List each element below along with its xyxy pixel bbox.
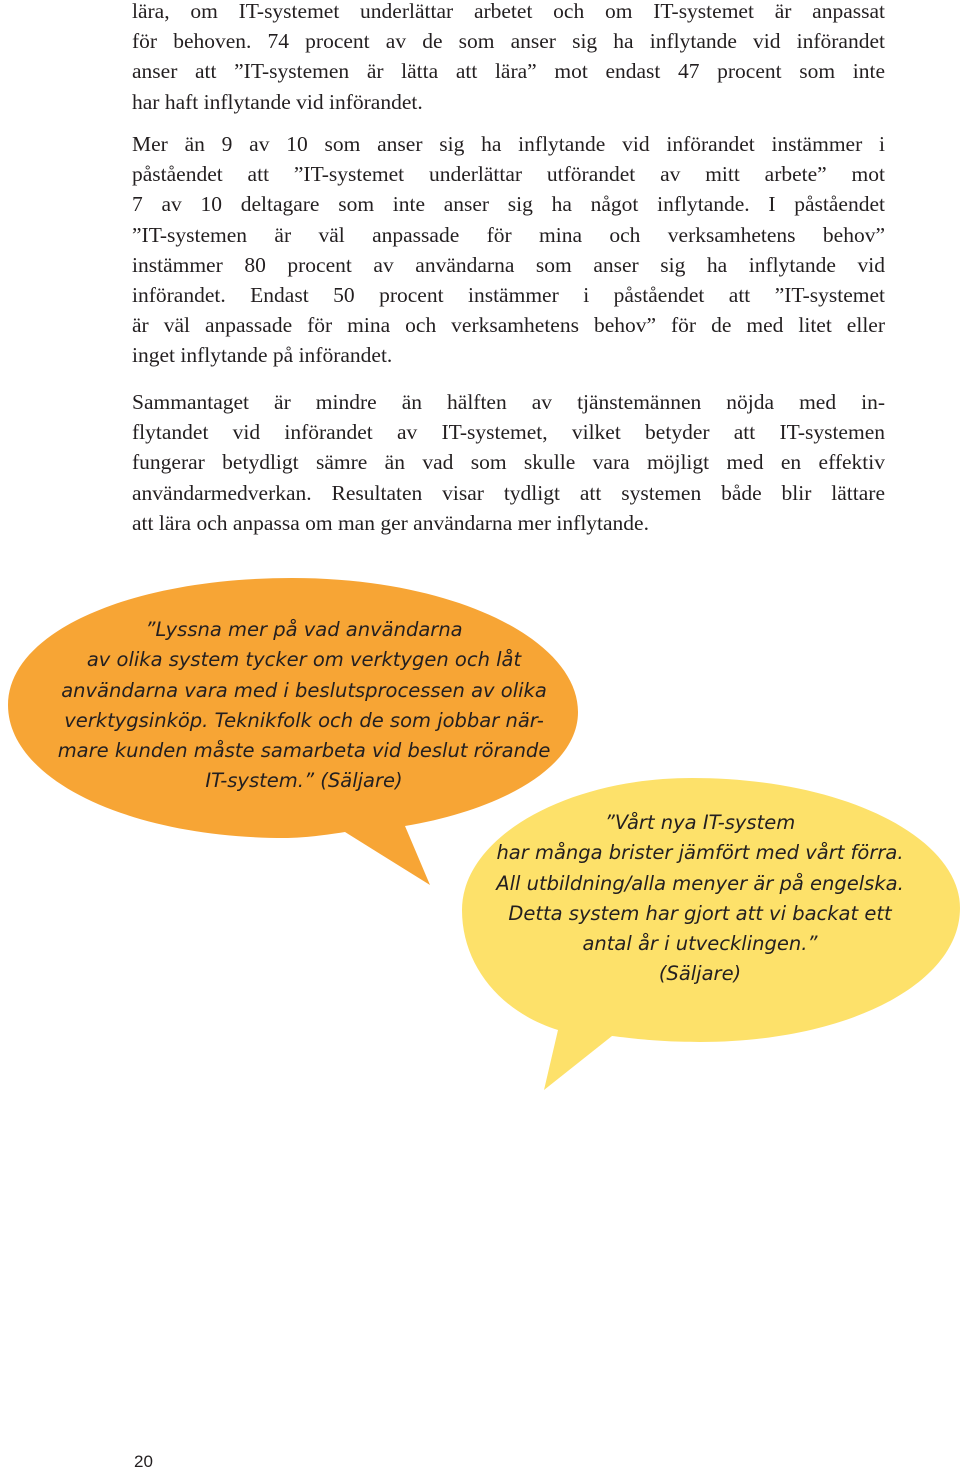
body-paragraph-2 xyxy=(132,129,885,371)
text-line: påståendet att ”IT-systemet underlättar utförandet av mitt arbete” mot xyxy=(132,162,885,187)
text-line: inget inflytande på införandet. xyxy=(132,343,393,368)
text-line: instämmer 80 procent av användarna som anser sig ha inflytande vid xyxy=(132,252,885,277)
orange-bubble-quote xyxy=(44,615,564,797)
text-line: Mer än 9 av 10 som anser sig ha inflytande vid införandet instämmer i xyxy=(132,132,885,156)
text-line: ”IT-systemen är väl anpassade för mina och verksamhetens behov” xyxy=(132,222,885,247)
text-line: har haft inflytande vid införandet. xyxy=(132,89,423,114)
text-line: för behoven. 74 procent av de som anser sig ha inflytande vid införandet xyxy=(132,29,885,54)
page-number: 20 xyxy=(134,1452,153,1471)
quote-line: av olika system tycker om verktygen och låt xyxy=(86,648,522,672)
quote-line: har många brister jämfört med vårt förra. xyxy=(496,841,904,865)
body-paragraph-1 xyxy=(132,0,885,117)
quote-line: användarna vara med i beslutsprocessen av olika xyxy=(61,678,547,702)
quote-line: verktygsinköp. Teknikfolk och de som jobbar när- xyxy=(64,708,544,732)
quote-line: (Säljare) xyxy=(658,962,742,986)
quote-line: antal år i utvecklingen.” xyxy=(582,932,818,956)
text-line: Sammantaget är mindre än hälften av tjänstemännen nöjda med in- xyxy=(132,390,885,414)
quote-line: ”Vårt nya IT-system xyxy=(604,811,796,834)
quote-line: ”Lyssna mer på vad användarna xyxy=(145,618,463,641)
text-line: är väl anpassade för mina och verksamhetens behov” för de med litet eller xyxy=(132,313,885,338)
text-line: att lära och anpassa om man ger användarna mer inflytande. xyxy=(132,510,649,535)
yellow-bubble-quote xyxy=(470,808,930,990)
quote-line: mare kunden måste samarbeta vid beslut rörande xyxy=(57,739,551,763)
body-paragraph-3 xyxy=(132,387,885,538)
text-line: införandet. Endast 50 procent instämmer i påståendet att ”IT-systemet xyxy=(132,283,885,308)
text-line: 7 av 10 deltagare som inte anser sig ha något inflytande. I påståendet xyxy=(132,192,885,217)
text-line: lära, om IT-systemet underlättar arbetet och om IT-systemet är anpassat xyxy=(132,0,885,23)
quote-line: IT-system.” (Säljare) xyxy=(205,769,403,793)
text-line: flytandet vid införandet av IT-systemet, vilket betyder att IT-systemen xyxy=(132,420,885,445)
text-line: fungerar betydligt sämre än vad som skulle vara möjligt med en effektiv xyxy=(132,450,885,475)
quote-line: Detta system har gjort att vi backat ett xyxy=(508,901,892,925)
text-line: användarmedverkan. Resultaten visar tydligt att systemen både blir lättare xyxy=(132,480,885,505)
quote-line: All utbildning/alla menyer är på engelska. xyxy=(496,871,904,895)
text-line: anser att ”IT-systemen är lätta att lära” mot endast 47 procent som inte xyxy=(132,59,885,84)
